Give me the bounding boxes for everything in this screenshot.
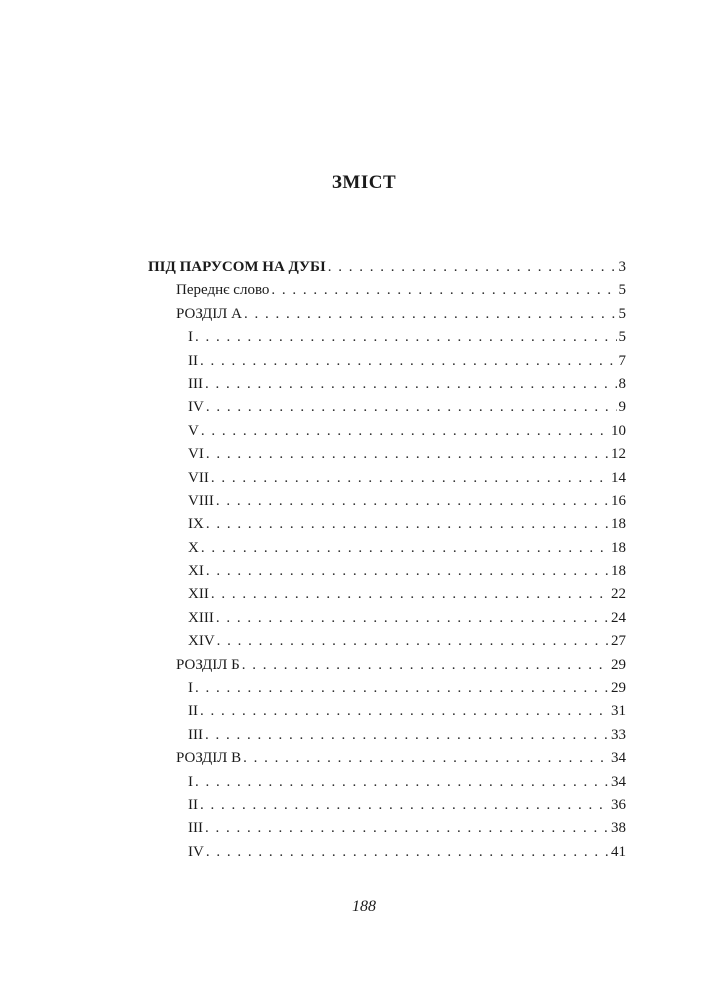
toc-dot-leader — [205, 724, 609, 747]
toc-entry-page: 34 — [611, 773, 626, 790]
toc-entry-page: 18 — [611, 563, 626, 580]
toc-entry-label: XIII — [188, 609, 214, 626]
toc-entry — [148, 467, 626, 490]
toc-dot-leader — [201, 420, 609, 443]
toc-dot-leader — [200, 700, 609, 723]
toc-entry — [148, 303, 626, 326]
toc-entry-label: X — [188, 539, 199, 556]
toc-entry-label: Переднє слово — [176, 282, 270, 299]
toc-entry-label: VII — [188, 469, 209, 486]
toc-entry — [148, 560, 626, 583]
toc-dot-leader — [244, 303, 617, 326]
toc-entry — [148, 747, 626, 770]
toc-entry — [148, 654, 626, 677]
toc-entry — [148, 420, 626, 443]
toc-entry-page: 5 — [618, 305, 626, 322]
toc-entry — [148, 794, 626, 817]
toc-dot-leader — [206, 560, 609, 583]
toc-entry-label: IV — [188, 399, 204, 416]
toc-entry-label: III — [188, 375, 203, 392]
toc-entry-page: 10 — [611, 422, 626, 439]
toc-dot-leader — [211, 467, 609, 490]
toc-entry-page: 18 — [611, 516, 626, 533]
toc-dot-leader — [200, 794, 609, 817]
toc-dot-leader — [216, 607, 609, 630]
table-of-contents — [148, 256, 626, 864]
toc-dot-leader — [328, 256, 617, 279]
toc-entry — [148, 350, 626, 373]
toc-dot-leader — [195, 677, 609, 700]
toc-entry — [148, 513, 626, 536]
toc-entry-label: IX — [188, 516, 204, 533]
page-number: 188 — [352, 898, 376, 915]
toc-entry-label: РОЗДІЛ В — [176, 750, 242, 767]
toc-dot-leader — [205, 373, 617, 396]
toc-entry — [148, 537, 626, 560]
toc-entry — [148, 326, 626, 349]
toc-entry-page: 12 — [611, 446, 626, 463]
toc-entry — [148, 700, 626, 723]
toc-dot-leader — [206, 513, 609, 536]
toc-entry — [148, 841, 626, 864]
toc-entry-page: 5 — [618, 282, 626, 299]
toc-entry — [148, 256, 626, 279]
toc-entry-label: II — [188, 796, 198, 813]
toc-entry — [148, 490, 626, 513]
toc-dot-leader — [195, 771, 609, 794]
toc-entry-label: VI — [188, 446, 204, 463]
toc-dot-leader — [271, 279, 616, 302]
toc-entry — [148, 279, 626, 302]
toc-entry-page: 24 — [611, 609, 626, 626]
toc-entry — [148, 373, 626, 396]
toc-dot-leader — [205, 817, 609, 840]
toc-entry-page: 29 — [611, 680, 626, 697]
page-title: ЗМІСТ — [331, 172, 397, 193]
toc-entry — [148, 677, 626, 700]
toc-entry-page: 7 — [618, 352, 626, 369]
toc-entry-page: 38 — [611, 820, 626, 837]
toc-entry-page: 33 — [611, 726, 626, 743]
toc-entry-page: 18 — [611, 539, 626, 556]
toc-entry-label: РОЗДІЛ Б — [176, 656, 240, 673]
toc-entry — [148, 607, 626, 630]
toc-entry-label: ПІД ПАРУСОМ НА ДУБІ — [148, 259, 326, 275]
toc-entry — [148, 583, 626, 606]
toc-entry-page: 34 — [611, 750, 626, 767]
toc-entry-label: III — [188, 820, 203, 837]
toc-entry-page: 14 — [611, 469, 626, 486]
toc-dot-leader — [206, 443, 609, 466]
toc-dot-leader — [206, 841, 609, 864]
toc-dot-leader — [206, 396, 617, 419]
toc-entry-page: 31 — [611, 703, 626, 720]
toc-entry-label: XII — [188, 586, 209, 603]
toc-dot-leader — [216, 490, 609, 513]
toc-entry — [148, 771, 626, 794]
toc-entry — [148, 443, 626, 466]
toc-entry-label: I — [188, 329, 193, 346]
toc-entry-page: 3 — [618, 259, 626, 275]
toc-entry — [148, 396, 626, 419]
toc-dot-leader — [201, 537, 609, 560]
toc-dot-leader — [211, 583, 609, 606]
toc-entry-label: XIV — [188, 633, 215, 650]
toc-entry-label: II — [188, 703, 198, 720]
toc-entry-page: 27 — [611, 633, 626, 650]
toc-entry-label: РОЗДІЛ А — [176, 305, 242, 322]
toc-entry-label: XI — [188, 563, 204, 580]
toc-entry-page: 36 — [611, 796, 626, 813]
toc-entry-page: 29 — [611, 656, 626, 673]
toc-entry-label: I — [188, 773, 193, 790]
toc-dot-leader — [243, 747, 609, 770]
toc-entry-page: 8 — [618, 375, 626, 392]
toc-entry-label: IV — [188, 843, 204, 860]
toc-entry-page: 22 — [611, 586, 626, 603]
toc-entry — [148, 630, 626, 653]
toc-entry-label: VIII — [188, 492, 214, 509]
toc-entry-page: 41 — [611, 843, 626, 860]
toc-dot-leader — [200, 350, 617, 373]
toc-entry-page: 9 — [618, 399, 626, 416]
toc-entry-label: V — [188, 422, 199, 439]
toc-entry-page: 5 — [618, 329, 626, 346]
toc-entry-label: I — [188, 680, 193, 697]
toc-entry-label: II — [188, 352, 198, 369]
toc-entry-label: III — [188, 726, 203, 743]
toc-entry — [148, 724, 626, 747]
toc-entry-page: 16 — [611, 492, 626, 509]
toc-entry — [148, 817, 626, 840]
toc-dot-leader — [242, 654, 609, 677]
toc-dot-leader — [217, 630, 609, 653]
toc-dot-leader — [195, 326, 617, 349]
